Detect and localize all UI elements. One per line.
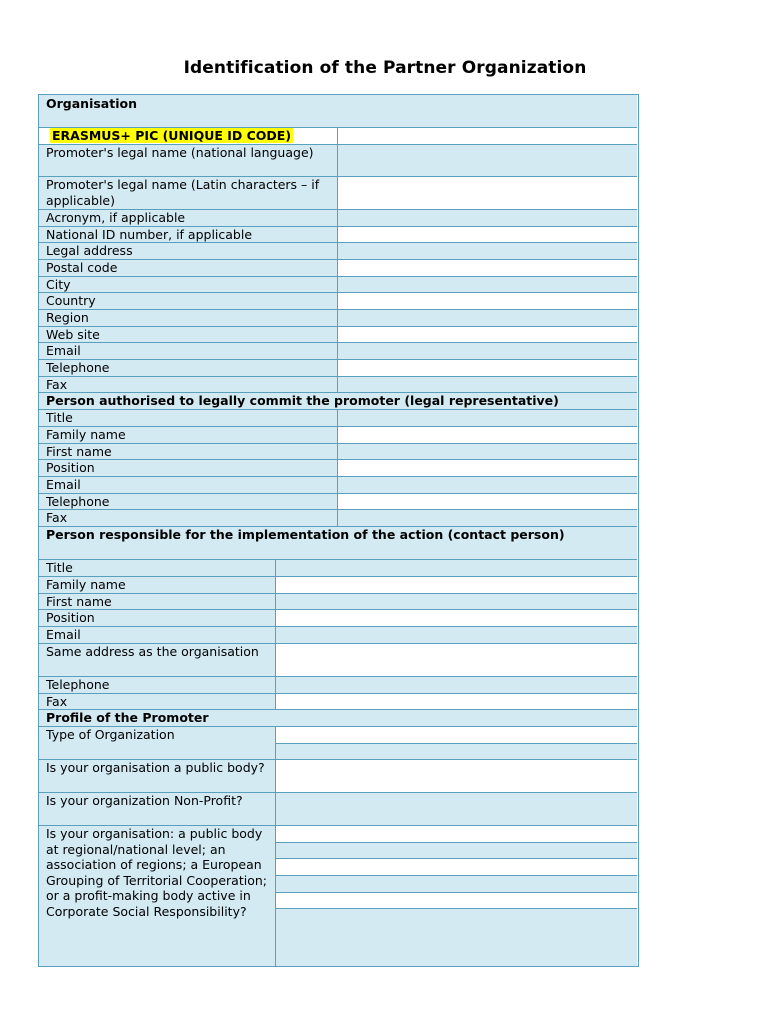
field-label: Position: [39, 610, 276, 627]
field-input[interactable]: [276, 577, 637, 594]
field-label-pic: [39, 128, 338, 145]
field-input[interactable]: [338, 410, 637, 427]
field-input[interactable]: [338, 293, 637, 310]
field-label: Email: [39, 343, 338, 360]
field-input[interactable]: [338, 243, 637, 260]
field-label: Is your organisation: a public body at regional/national level; an association of regions; a European Grouping of Territorial Cooperation; or a profit-making body active in Corporate Social Responsibility?: [39, 826, 276, 966]
form-row: [39, 677, 637, 694]
field-label: National ID number, if applicable: [39, 227, 338, 243]
field-input[interactable]: [276, 843, 637, 859]
page-title: Identification of the Partner Organization: [183, 58, 587, 78]
form-row: [39, 444, 637, 460]
field-label: Fax: [39, 510, 338, 527]
field-input[interactable]: [338, 277, 637, 293]
form-row: [39, 145, 637, 177]
form-row: [39, 793, 637, 826]
field-input[interactable]: [276, 793, 637, 826]
form-row: [39, 694, 637, 710]
field-input[interactable]: [276, 677, 637, 694]
pic-input[interactable]: [338, 128, 637, 145]
field-label: Is your organisation a public body?: [39, 760, 276, 793]
highlighted-label: ERASMUS+ PIC (UNIQUE ID CODE): [52, 128, 292, 143]
form-row: [39, 277, 637, 293]
form-row: [39, 260, 637, 277]
field-input[interactable]: [276, 694, 637, 710]
field-label: First name: [39, 444, 338, 460]
field-label: Fax: [39, 377, 338, 393]
field-label: Is your organization Non-Profit?: [39, 793, 276, 826]
form-row: [39, 177, 637, 210]
field-input[interactable]: [338, 377, 637, 393]
field-label: Title: [39, 410, 338, 427]
form-row: [39, 343, 637, 360]
form-row: [39, 427, 637, 444]
field-input[interactable]: [276, 760, 637, 793]
field-input[interactable]: [338, 327, 637, 343]
field-input[interactable]: [338, 360, 637, 377]
field-label: Email: [39, 477, 338, 494]
form-row: [39, 210, 637, 227]
field-label: Type of Organization: [39, 727, 276, 760]
form-row: [39, 577, 637, 594]
field-input[interactable]: [276, 876, 637, 893]
field-input-group: [276, 826, 637, 966]
field-input[interactable]: [276, 826, 637, 843]
field-label: Position: [39, 460, 338, 477]
field-label: Family name: [39, 427, 338, 444]
form-row: [39, 644, 637, 677]
field-input[interactable]: [276, 909, 637, 966]
field-label: Email: [39, 627, 276, 644]
field-label: Postal code: [39, 260, 338, 277]
field-input[interactable]: [276, 594, 637, 610]
field-input[interactable]: [338, 444, 637, 460]
form-row: [39, 227, 637, 243]
field-input[interactable]: [338, 145, 637, 177]
field-input[interactable]: [276, 627, 637, 644]
field-input[interactable]: [338, 494, 637, 510]
field-label: Legal address: [39, 243, 338, 260]
field-input-group: [276, 727, 637, 760]
section-header-legal-representative: [39, 393, 637, 410]
field-label: Family name: [39, 577, 276, 594]
form-row: [39, 826, 637, 966]
form-row: [39, 760, 637, 793]
form-row: [39, 727, 637, 760]
field-input[interactable]: [338, 210, 637, 227]
section-header-contact-person: [39, 527, 637, 560]
section-header-organisation: [39, 95, 637, 128]
field-input[interactable]: [276, 727, 637, 744]
form-row: [39, 410, 637, 427]
field-label: Promoter's legal name (Latin characters – if applicable): [39, 177, 338, 210]
form-row: [39, 510, 637, 527]
field-label: Fax: [39, 694, 276, 710]
form-row: [39, 477, 637, 494]
field-input[interactable]: [338, 460, 637, 477]
field-input[interactable]: [276, 560, 637, 577]
form-row: [39, 560, 637, 577]
field-label: Promoter's legal name (national language): [39, 145, 338, 177]
section-title: Profile of the Promoter: [39, 710, 637, 727]
field-input[interactable]: [338, 343, 637, 360]
field-input[interactable]: [276, 644, 637, 677]
form-row-pic: [39, 128, 637, 145]
form-row: [39, 460, 637, 477]
form-row: [39, 594, 637, 610]
field-input[interactable]: [338, 310, 637, 327]
form-row: [39, 610, 637, 627]
field-input[interactable]: [338, 227, 637, 243]
field-label: Same address as the organisation: [39, 644, 276, 677]
field-input[interactable]: [276, 893, 637, 909]
section-header-profile: [39, 710, 637, 727]
field-label: Title: [39, 560, 276, 577]
field-input[interactable]: [338, 427, 637, 444]
field-label: Telephone: [39, 677, 276, 694]
section-title: Person authorised to legally commit the promoter (legal representative): [39, 393, 637, 410]
form-row: [39, 627, 637, 644]
form-row: [39, 327, 637, 343]
field-label: Telephone: [39, 360, 338, 377]
form-row: [39, 310, 637, 327]
field-label: First name: [39, 594, 276, 610]
field-input[interactable]: [338, 260, 637, 277]
partner-identification-form: [38, 94, 639, 967]
field-input[interactable]: [338, 177, 637, 210]
form-row: [39, 377, 637, 393]
field-input[interactable]: [276, 744, 637, 760]
field-label: Acronym, if applicable: [39, 210, 338, 227]
field-label: Telephone: [39, 494, 338, 510]
section-title: Organisation: [39, 95, 637, 128]
section-title: Person responsible for the implementation of the action (contact person): [39, 527, 637, 560]
field-label: City: [39, 277, 338, 293]
form-row: [39, 293, 637, 310]
field-label: Web site: [39, 327, 338, 343]
form-row: [39, 494, 637, 510]
field-input[interactable]: [338, 477, 637, 494]
field-input[interactable]: [276, 610, 637, 627]
form-row: [39, 243, 637, 260]
field-label: Country: [39, 293, 338, 310]
field-input[interactable]: [338, 510, 637, 527]
form-row: [39, 360, 637, 377]
field-input[interactable]: [276, 859, 637, 876]
field-label: Region: [39, 310, 338, 327]
